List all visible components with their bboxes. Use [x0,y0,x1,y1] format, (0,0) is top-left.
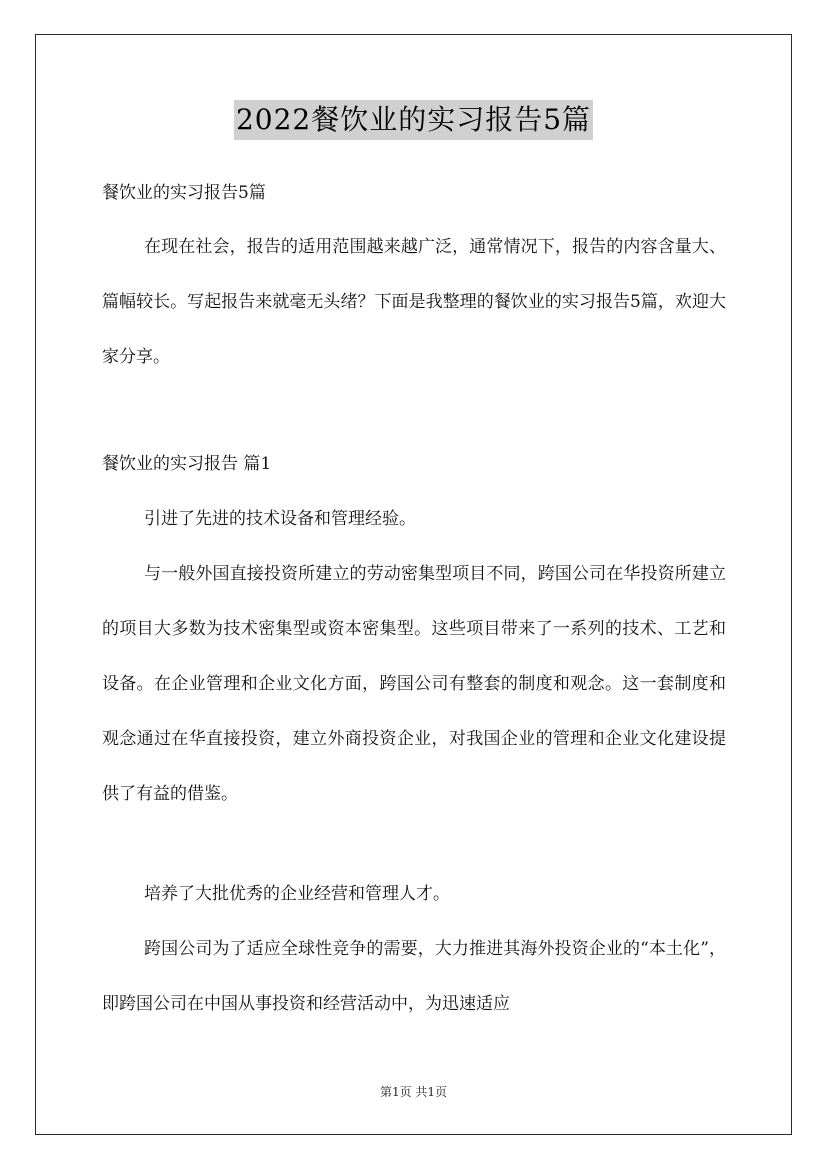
page-number: 第1页 共1页 [379,1085,448,1099]
section-heading: 餐饮业的实习报告 篇1 [102,454,272,474]
document-title-text: 2022餐饮业的实习报告5篇 [234,100,593,140]
intro-paragraph: 在现在社会，报告的适用范围越来越广泛，通常情况下，报告的内容含量大、篇幅较长。写起报告来就毫无头绪？下面是我整理的餐饮业的实习报告5篇，欢迎大家分享。 [102,237,726,367]
paragraph-1: 引进了先进的技术设备和管理经验。 [144,509,416,529]
document-subtitle: 餐饮业的实习报告5篇 [102,183,266,203]
paragraph-4: 跨国公司为了适应全球性竞争的需要，大力推进其海外投资企业的“本土化”，即跨国公司在中国从事投资和经营活动中，为迅速适应 [102,939,726,1014]
paragraph-3: 培养了大批优秀的企业经营和管理人才。 [144,884,450,904]
document-title [0,100,827,140]
paragraph-2: 与一般外国直接投资所建立的劳动密集型项目不同，跨国公司在华投资所建立的项目大多数为技术密集型或资本密集型。这些项目带来了一系列的技术、工艺和设备。在企业管理和企业文化方面，跨国公司有整套的制度和观念。这一套制度和观念通过在华直接投资，建立外商投资企业，对我国企业的管理和企业文化建设提供了有益的借鉴。 [102,564,726,804]
